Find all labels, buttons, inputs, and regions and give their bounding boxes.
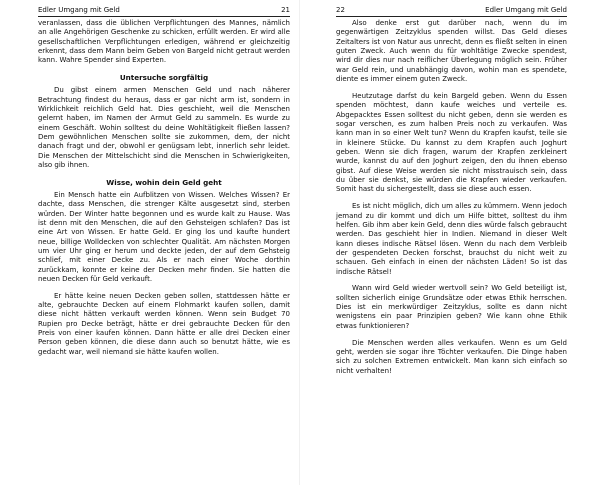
paragraph: Er hätte keine neuen Decken geben sollen, stattdessen hätte er alte, gebrauchte Decken auf einem Flohmarkt kaufen sollen, damit diese nicht hätten verkauft werden können. Wenn sein Budget 70 Rupien pro Decke beträgt, hätte er drei gebrauchte Decken für den Preis von einer kaufen können. Dann hätte er alle drei Decken einer Person geben können, die diese dann auch so benutzt hätte, wie es gedacht war, weil niemand sie hätte kaufen wollen. bbox=[38, 291, 290, 356]
page-number: 21 bbox=[281, 6, 290, 14]
running-header bbox=[336, 6, 567, 17]
paragraph: Es ist nicht möglich, dich um alles zu kümmern. Wenn jedoch jemand zu dir kommt und dich um Hilfe bittet, solltest du ihm helfen. Gib ihm aber kein Geld, denn dies würde falsch gebraucht werden. Das geschieht hier in Indien. Niemand in dieser Welt kann dieses indische Rätsel lösen. Wenn du nach dem Verbleib der gespendeten Decken forschst, brauchst du nicht weit zu schauen. Geh einfach in einen der nächsten Läden! So ist das indische Rätsel! bbox=[336, 202, 567, 276]
paragraph: Du gibst einem armen Menschen Geld und nach näherer Betrachtung findest du heraus, dass er gar nicht arm ist, sondern in Wirklichkeit reichlich Geld hat. Dies geschieht, weil die Menschen gelernt haben, im Namen der Armut Geld zu sammeln. Es wurde zu einem Geschäft. Wohin solltest du deine Wohltätigkeit fließen lassen? Dem gewöhnlichen Menschen sollte sie zukommen, dem, der nicht danach fragt und der, obwohl er genügsam lebt, innerlich sehr leidet. Die Menschen der Mittelschicht sind die Menschen in Schwierigkeiten, also gib ihnen. bbox=[38, 86, 290, 169]
section-heading: Untersuche sorgfältig bbox=[119, 73, 209, 83]
paragraph: Ein Mensch hatte ein Aufblitzen von Wissen. Welches Wissen? Er dachte, dass Menschen, die strenger Kälte ausgesetzt sind, sterben würden. Der Winter hatte begonnen und es wurde kalt zu Hause. Was ist denn mit den Menschen, die auf den Gehsteigen schlafen? Das ist eine Art von Wissen. Er hatte Geld. Er ging los und kaufte hundert neue, billige Wolldecken von schlechter Qualität. Am nächsten Morgen um vier Uhr ging er herum und deckte jeden, der auf dem Gehsteig schlief, mit einer Decke zu. Als er nach einer Woche dorthin zurückkam, konnte er keine der Decken mehr finden. Sie hatten die neuen Decken für Geld verkauft. bbox=[38, 190, 290, 283]
running-header bbox=[38, 6, 290, 17]
section-heading: Wisse, wohin dein Geld geht bbox=[106, 177, 222, 187]
right-page bbox=[300, 0, 600, 485]
paragraph: Wann wird Geld wieder wertvoll sein? Wo Geld beteiligt ist, sollten sicherlich einige Grundsätze oder etwas Ethik herrschen. Dies ist ein merkwürdiger Zeitzyklus, sollte es dann nicht wenigstens ein paar Prinzipien geben? Wie kann ohne Ethik etwas funktionieren? bbox=[336, 284, 567, 330]
paragraph: Also denke erst gut darüber nach, wenn du im gegenwärtigen Zeitzyklus spenden willst. Das Geld dieses Zeitalters ist von Natur aus unrecht, denn es fließt selten in einen guten Zweck. Auch wenn du für wohltätige Zwecke spendest, wird dir dies nur nach reiflicher Überlegung möglich sein. Früher war Geld rein, und unabhängig davon, wohin man es spendete, diente es immer einem guten Zweck. bbox=[336, 19, 567, 84]
header-title: Edler Umgang mit Geld bbox=[38, 6, 120, 14]
header-title: Edler Umgang mit Geld bbox=[485, 6, 567, 14]
paragraph: Die Menschen werden alles verkaufen. Wenn es um Geld geht, werden sie sogar ihre Töchter verkaufen. Die Dinge haben sich zu solchen Extremen entwickelt. Man kann sich einfach so nicht verhalten! bbox=[336, 338, 567, 375]
paragraph: Heutzutage darfst du kein Bargeld geben. Wenn du Essen spenden möchtest, dann kaufe weiches und verteile es. Abgepacktes Essen solltest du nicht geben, denn sie werden es sogar verschen, es zum halben Preis noch zu verkaufen. Was kann man in so einer Welt tun? Wenn du Krapfen kaufst, teile sie in kleinere Stücke. Du kannst zu dem Krapfen auch Joghurt geben. Wenn sie dich fragen, warum der Krapfen zerkleinert wurde, kannst du auf den Joghurt zeigen, den du ihnen ebenso gibst. Auf diese Weise werden sie nicht misstrauisch sein, dass du über sie denkst, sie würden die Krapfen wieder verkaufen. Somit hast du sichergestellt, dass sie diese auch essen. bbox=[336, 91, 567, 194]
page-number: 22 bbox=[336, 6, 345, 14]
paragraph: veranlassen, dass die üblichen Verpflichtungen des Mannes, nämlich an alle Angehörigen Geschenke zu schicken, erfüllt werden. Er wird alle gesellschaftlichen Verpflichtungen erledigen, während er gleichzeitig erkennt, dass dem Mann beim Geben von Bargeld nicht getraut werden kann. Wahre Spender sind Experten. bbox=[38, 19, 290, 65]
